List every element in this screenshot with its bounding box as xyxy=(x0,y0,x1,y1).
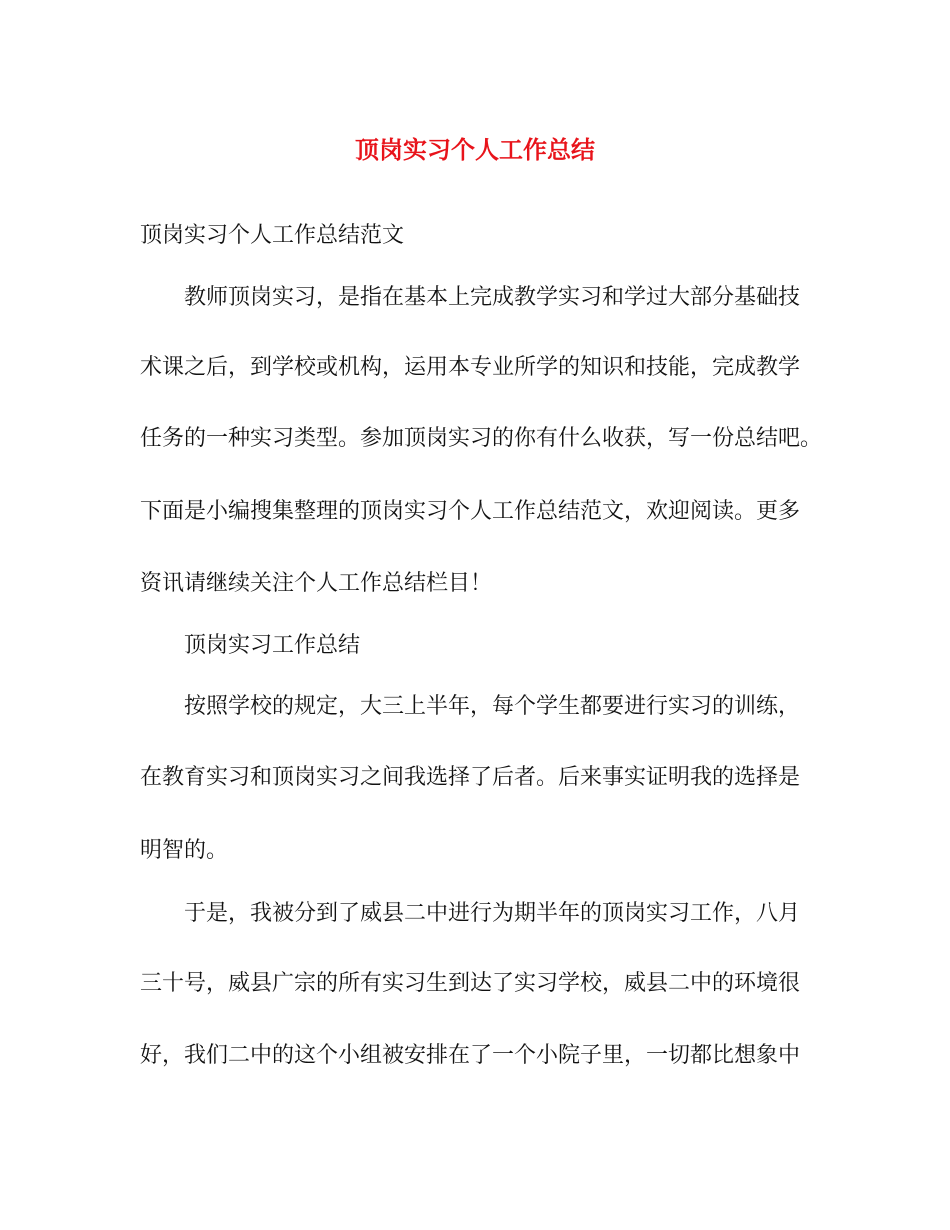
intro-line-3: 任务的一种实习类型。参加顶岗实习的你有什么收获，写一份总结吧。 xyxy=(140,426,823,451)
intro-line-4: 下面是小编搜集整理的顶岗实习个人工作总结范文，欢迎阅读。更多 xyxy=(140,499,801,524)
intro-line-5: 资讯请继续关注个人工作总结栏目！ xyxy=(140,571,493,596)
para2-line-2: 三十号，威县广宗的所有实习生到达了实习学校，威县二中的环境很 xyxy=(140,971,801,996)
intro-line-1: 教师顶岗实习，是指在基本上完成教学实习和学过大部分基础技 xyxy=(184,285,801,310)
section-heading: 顶岗实习工作总结 xyxy=(184,633,361,658)
intro-line-2: 术课之后，到学校或机构，运用本专业所学的知识和技能，完成教学 xyxy=(140,355,801,380)
para1-line-1: 按照学校的规定，大三上半年，每个学生都要进行实习的训练， xyxy=(184,694,801,719)
document-title: 顶岗实习个人工作总结 xyxy=(355,135,595,164)
document-subtitle: 顶岗实习个人工作总结范文 xyxy=(140,223,405,248)
para1-line-3: 明智的。 xyxy=(140,838,229,863)
para2-line-1: 于是，我被分到了威县二中进行为期半年的顶岗实习工作，八月 xyxy=(184,901,801,926)
para2-line-3: 好，我们二中的这个小组被安排在了一个小院子里，一切都比想象中 xyxy=(140,1043,801,1068)
para1-line-2: 在教育实习和顶岗实习之间我选择了后者。后来事实证明我的选择是 xyxy=(140,765,801,790)
